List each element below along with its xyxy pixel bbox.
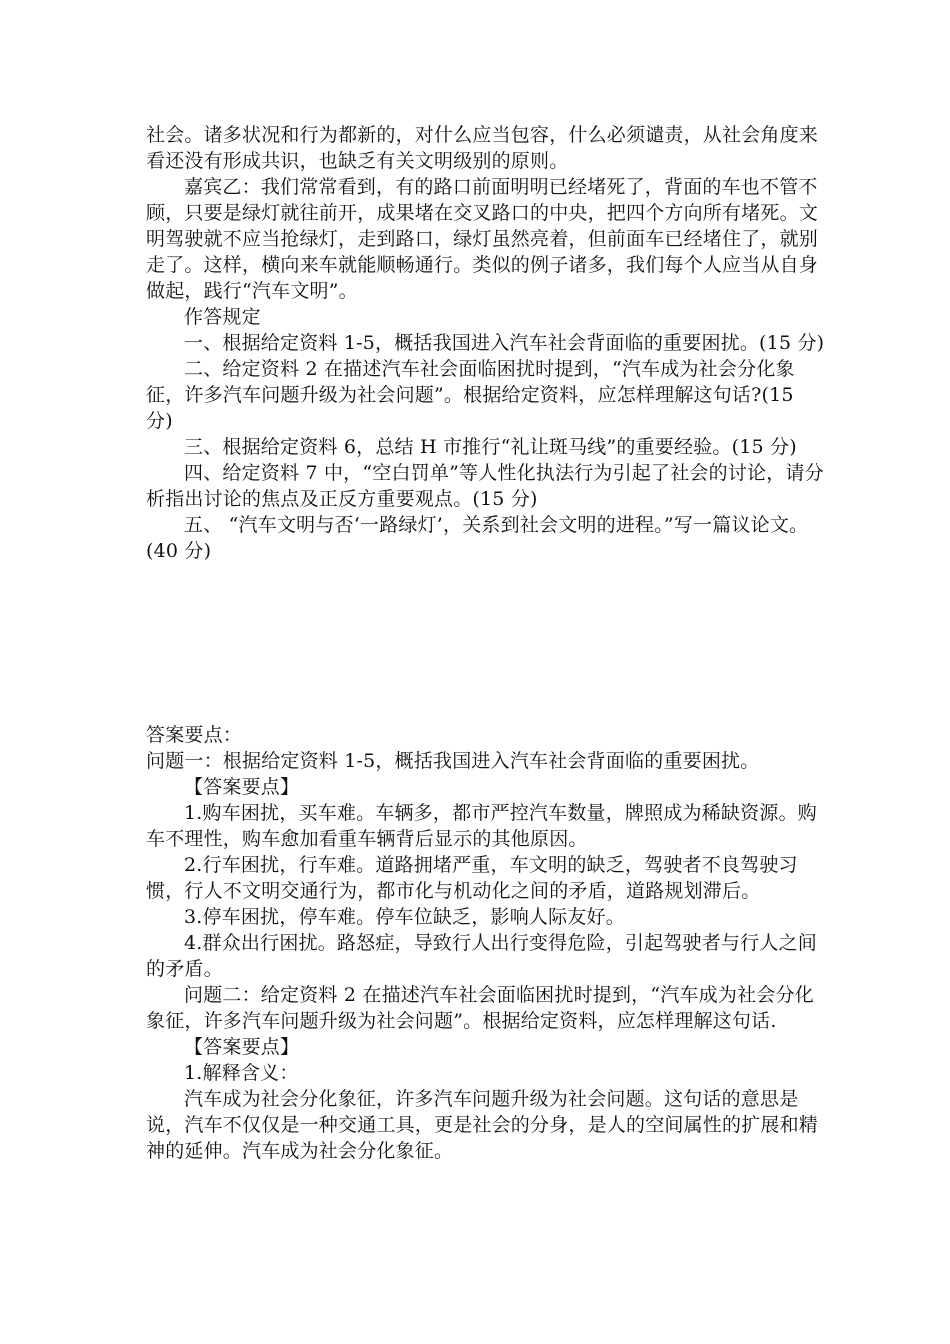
answer-point-3: 3.停车困扰，停车难。停车位缺乏，影响人际友好。 [184, 906, 625, 928]
question-5: 五、 “汽车文明与否‘一路绿灯’，关系到社会文明的进程。”写一篇议论文。(40 分) [146, 514, 809, 562]
answer-points-heading: 答案要点： [146, 724, 243, 746]
question-4: 四、给定资料 7 中，“空白罚单”等人性化执法行为引起了社会的讨论，请分析指出讨论的焦点及正反方重要观点。(15 分) [146, 462, 824, 510]
answer-point-4: 4.群众出行困扰。路怒症，导致行人出行变得危险，引起驾驶者与行人之间的矛盾。 [146, 932, 817, 980]
paragraph-answer-rules-heading: 作答规定 [184, 306, 261, 328]
paragraph-guest-b: 嘉宾乙：我们常常看到，有的路口前面明明已经堵死了，背面的车也不管不顾，只要是绿灯就往前开，成果堵在交叉路口的中央，把四个方向所有堵死。文明驾驶就不应当抢绿灯，走到路口，绿灯虽然亮着，但前面车已经堵住了，就别走了。这样，横向来车就能顺畅通行。类似的例子诸多，我们每个人应当从自身做起，践行“汽车文明”。 [146, 176, 819, 302]
answer-key-label-1: 【答案要点】 [184, 776, 300, 798]
answer-explain-heading: 1.解释含义： [184, 1062, 299, 1084]
question-3: 三、根据给定资料 6，总结 H 市推行“礼让斑马线”的重要经验。(15 分) [184, 436, 797, 458]
question-2: 二、给定资料 2 在描述汽车社会面临困扰时提到，“汽车成为社会分化象征，许多汽车问题升级为社会问题”。根据给定资料，应怎样理解这句话?(15 分) [146, 358, 795, 432]
answer-question-1-title: 问题一：根据给定资料 1-5，概括我国进入汽车社会背面临的重要困扰。 [146, 750, 760, 772]
answer-point-1: 1.购车困扰，买车难。车辆多，都市严控汽车数量，牌照成为稀缺资源。购车不理性，购车愈加看重车辆背后显示的其他原因。 [146, 802, 817, 850]
answer-question-2-title: 问题二：给定资料 2 在描述汽车社会面临困扰时提到，“汽车成为社会分化象征，许多汽车问题升级为社会问题”。根据给定资料，应怎样理解这句话. [146, 984, 814, 1032]
answer-point-2: 2.行车困扰，行车难。道路拥堵严重，车文明的缺乏，驾驶者不良驾驶习惯，行人不文明交通行为，都市化与机动化之间的矛盾，道路规划滞后。 [146, 854, 798, 902]
answer-points-section [146, 722, 826, 1164]
paragraph-continuation: 社会。诸多状况和行为都新的，对什么应当包容，什么必须谴责，从社会角度来看还没有形成共识，也缺乏有关文明级别的原则。 [146, 124, 819, 172]
exam-material-section [146, 122, 826, 564]
answer-key-label-2: 【答案要点】 [184, 1036, 300, 1058]
answer-explain-text: 汽车成为社会分化象征，许多汽车问题升级为社会问题。这句话的意思是说，汽车不仅仅是一种交通工具，更是社会的分身，是人的空间属性的扩展和精神的延伸。汽车成为社会分化象征。 [146, 1088, 819, 1162]
question-1: 一、根据给定资料 1-5，概括我国进入汽车社会背面临的重要困扰。(15 分) [184, 332, 825, 354]
